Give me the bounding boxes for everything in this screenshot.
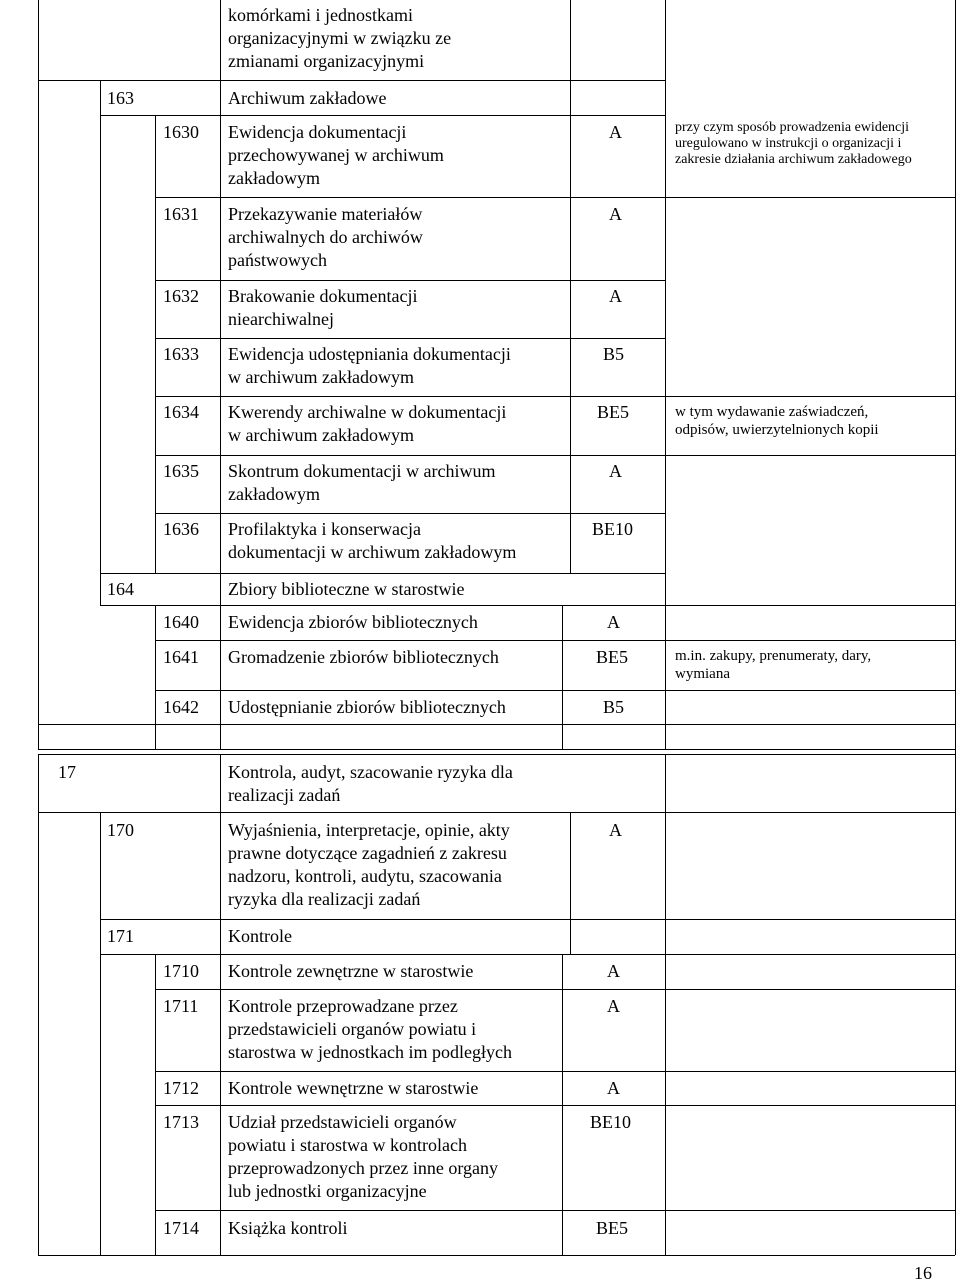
row-title: Gromadzenie zbiorów bibliotecznych	[228, 647, 499, 667]
rule	[155, 455, 955, 456]
rule	[38, 749, 955, 750]
row-title: Kontrole przeprowadzane przez przedstawicieli organów powiatu i starostwa w jednostkach im podległych	[228, 996, 512, 1062]
row-title: Wyjaśnienia, interpretacje, opinie, akty prawne dotyczące zagadnień z zakresu nadzoru, kontroli, audytu, szacowania ryzyka dla realizacji zadań	[228, 820, 510, 909]
row-title: Zbiory biblioteczne w starostwie	[228, 579, 465, 599]
rule	[38, 724, 955, 725]
row-code: 1710	[163, 961, 199, 981]
rule	[100, 80, 101, 605]
rule	[955, 0, 956, 1255]
row-code: 1642	[163, 697, 199, 717]
row-title: Kontrole wewnętrzne w starostwie	[228, 1078, 479, 1098]
rule	[100, 115, 665, 116]
row-code: 1641	[163, 647, 199, 667]
rule	[38, 754, 955, 755]
rule	[155, 1071, 955, 1072]
row-title: komórkami i jednostkami organizacyjnymi w związku ze zmianami organizacyjnymi	[228, 5, 452, 71]
row-category: A	[609, 204, 622, 224]
rule	[155, 1210, 955, 1211]
row-title: Udostępnianie zbiorów bibliotecznych	[228, 697, 506, 717]
rule	[155, 115, 156, 573]
rule	[155, 338, 665, 339]
row-category: BE5	[596, 1218, 629, 1238]
row-category: A	[607, 1078, 620, 1098]
rule	[665, 0, 666, 749]
rule	[665, 754, 666, 1255]
rule	[100, 812, 101, 1255]
row-category: A	[607, 612, 620, 632]
row-title: Archiwum zakładowe	[228, 88, 387, 108]
rule	[570, 812, 571, 954]
row-category: BE10	[592, 519, 634, 539]
row-category: BE5	[597, 402, 630, 422]
rule	[570, 0, 571, 573]
row-title: Kwerendy archiwalne w dokumentacji w archiwum zakładowym	[228, 402, 507, 445]
row-title: Kontrole zewnętrzne w starostwie	[228, 961, 474, 981]
row-code: 1633	[163, 344, 199, 364]
row-note: w tym wydawanie zaświadczeń, odpisów, uwierzytelnionych kopii	[675, 404, 879, 438]
rule	[100, 954, 955, 955]
row-code: 1631	[163, 204, 199, 224]
row-code: 17	[58, 762, 76, 782]
row-title: Ewidencja dokumentacji przechowywanej w archiwum zakładowym	[228, 122, 444, 188]
rule	[38, 812, 955, 813]
row-code: 1630	[163, 122, 199, 142]
rule	[100, 919, 955, 920]
row-code: 1712	[163, 1078, 199, 1098]
row-code: 1635	[163, 461, 199, 481]
row-code: 1632	[163, 286, 199, 306]
row-title: Przekazywanie materiałów archiwalnych do archiwów państwowych	[228, 204, 423, 270]
row-category: B5	[603, 697, 625, 717]
row-code: 1634	[163, 402, 199, 422]
rule	[155, 640, 955, 641]
rule	[155, 1105, 955, 1106]
rule	[155, 989, 955, 990]
rule	[220, 605, 221, 749]
row-category: BE10	[590, 1112, 632, 1132]
rule	[155, 605, 156, 749]
row-title: Udział przedstawicieli organów powiatu i starostwa w kontrolach przeprowadzonych przez inne organy lub jednostki organizacyjne	[228, 1112, 499, 1201]
rule	[100, 573, 665, 574]
rule	[220, 0, 221, 605]
row-title: Brakowanie dokumentacji niearchiwalnej	[228, 286, 418, 329]
row-code: 1711	[163, 996, 199, 1016]
row-code: 163	[107, 88, 134, 108]
row-title: Ewidencja zbiorów bibliotecznych	[228, 612, 478, 632]
row-category: A	[609, 461, 622, 481]
row-code: 1714	[163, 1218, 199, 1238]
row-category: A	[607, 961, 620, 981]
row-code: 170	[107, 820, 134, 840]
row-code: 1713	[163, 1112, 199, 1132]
row-code: 164	[107, 579, 134, 599]
rule	[38, 1255, 955, 1256]
row-note: m.in. zakupy, prenumeraty, dary, wymiana	[675, 648, 872, 682]
row-title: Kontrole	[228, 926, 292, 946]
page-number: 16	[914, 1263, 932, 1283]
rule	[38, 80, 665, 81]
rule	[155, 690, 955, 691]
rule	[220, 754, 221, 1255]
rule	[562, 605, 563, 749]
row-title: Ewidencja udostępniania dokumentacji w archiwum zakładowym	[228, 344, 511, 387]
row-category: A	[609, 286, 622, 306]
row-note: przy czym sposób prowadzenia ewidencji uregulowano w instrukcji o organizacji i zakresie działania archiwum zakładowego	[675, 120, 912, 167]
row-category: B5	[603, 344, 625, 364]
rule	[155, 396, 955, 397]
row-code: 171	[107, 926, 134, 946]
row-category: A	[609, 122, 622, 142]
row-code: 1636	[163, 519, 199, 539]
row-code: 1640	[163, 612, 199, 632]
row-category: A	[609, 820, 622, 840]
row-title: Skontrum dokumentacji w archiwum zakładowym	[228, 461, 496, 504]
row-title: Książka kontroli	[228, 1218, 348, 1238]
rule	[100, 605, 955, 606]
rule	[38, 754, 39, 1255]
row-title: Profilaktyka i konserwacja dokumentacji w archiwum zakładowym	[228, 519, 517, 562]
rule	[38, 0, 39, 749]
rule	[155, 513, 665, 514]
row-category: A	[607, 996, 620, 1016]
row-category: BE5	[596, 647, 629, 667]
rule	[155, 197, 955, 198]
rule	[155, 280, 665, 281]
row-title: Kontrola, audyt, szacowanie ryzyka dla realizacji zadań	[228, 762, 513, 805]
